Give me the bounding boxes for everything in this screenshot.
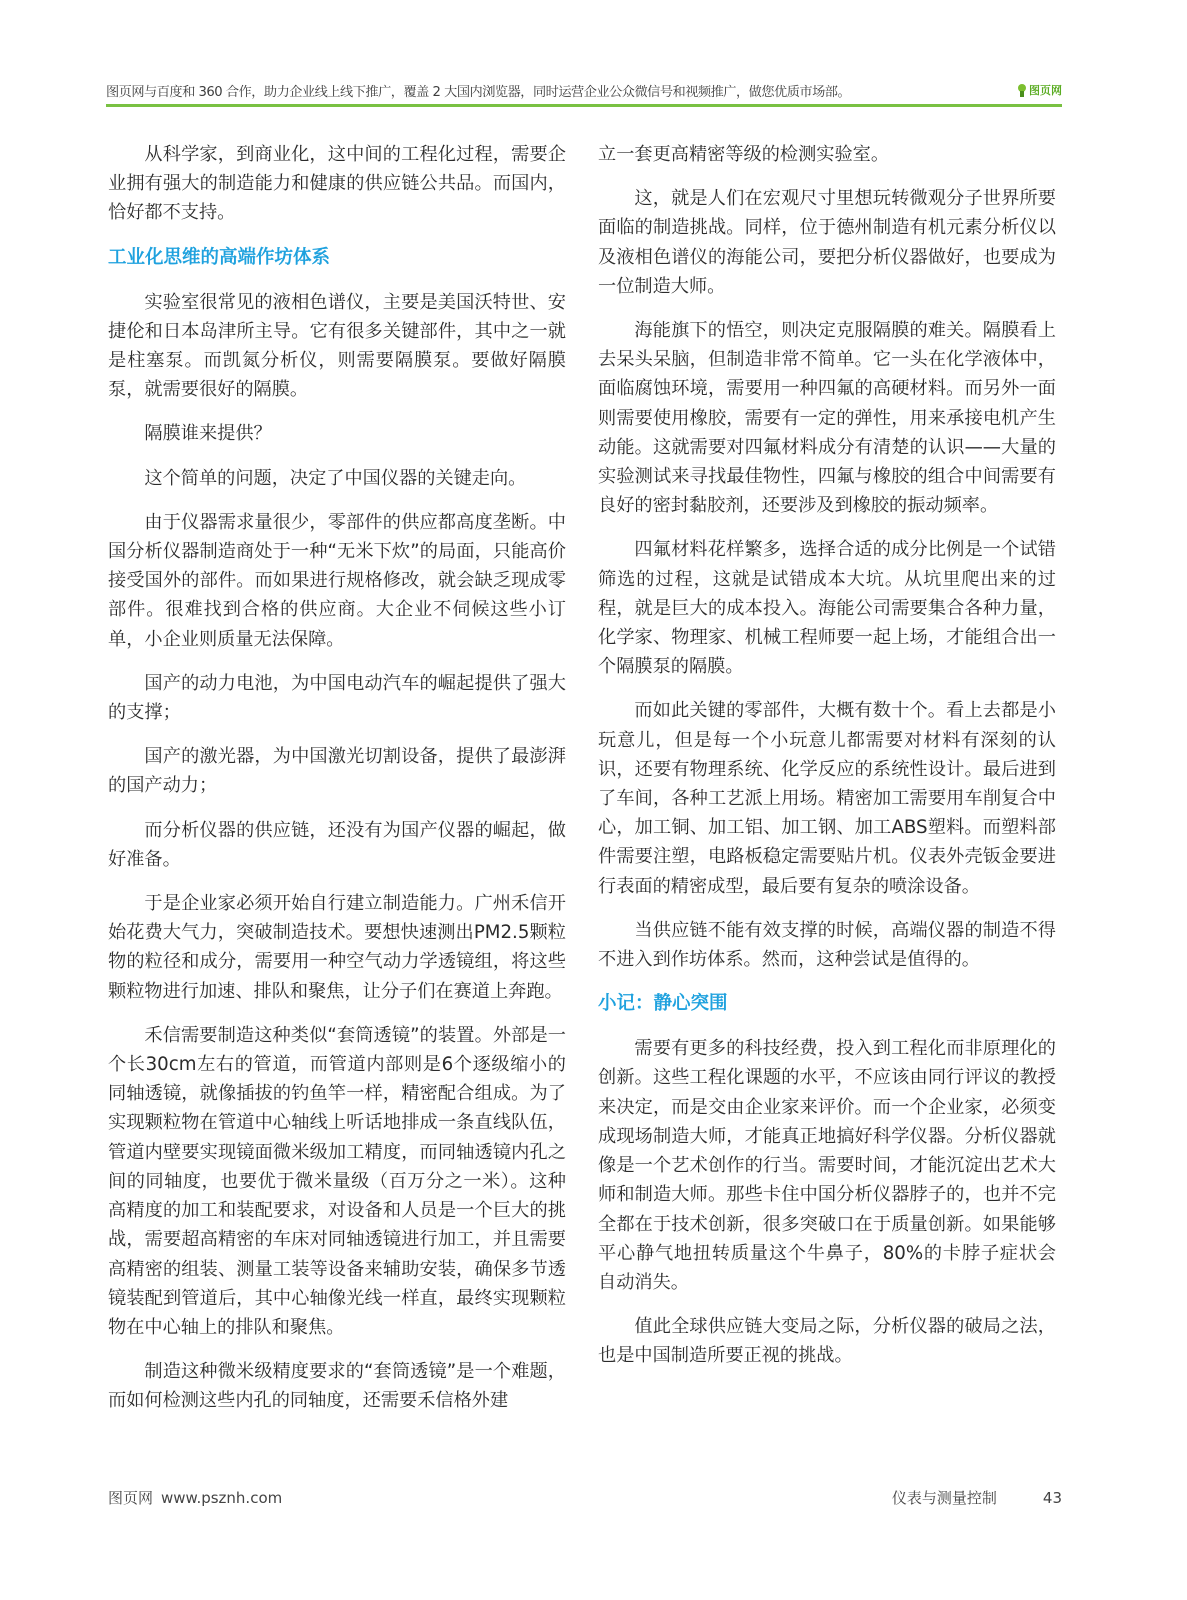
- paragraph-continued: 立一套更高精密等级的检测实验室。: [598, 144, 890, 165]
- logo-icon: [1017, 83, 1027, 97]
- paragraph: 隔膜谁来提供？: [144, 423, 272, 445]
- footer-section: [892, 1487, 1062, 1508]
- paragraph: 值此全球供应链大变局之际，分析仪器的破局之法，也是中国制造所要正视的挑战。: [598, 1316, 1056, 1367]
- page-number: 43: [1042, 1489, 1062, 1507]
- paragraph: 于是企业家必须开始自行建立制造能力。广州禾信开始花费大气力，突破制造技术。要想快速测出PM2.5颗粒物的粒径和成分，需要用一种空气动力学透镜组，将这些颗粒物进行加速、排队和聚焦，让分子们在赛道上奔跑。: [108, 893, 566, 1002]
- paragraph: 而分析仪器的供应链，还没有为国产仪器的崛起，做好准备。: [108, 819, 566, 870]
- paragraph: 国产的激光器，为中国激光切割设备，提供了最澎湃的国产动力；: [108, 746, 566, 797]
- paragraph: 由于仪器需求量很少，零部件的供应都高度垄断。中国分析仪器制造商处于一种“无米下炊”的局面，只能高价接受国外的部件。而如果进行规格修改，就会缺乏现成零部件。很难找到合格的供应商。大企业不伺候这些小订单，小企业则质量无法保障。: [108, 511, 566, 650]
- header-banner-text: 图页网与百度和 360 合作，助力企业线上线下推广，覆盖 2 大国内浏览器，同时运营企业公众微信号和视频推广，做您优质市场部。: [106, 84, 851, 100]
- paragraph: 而如此关键的零部件，大概有数十个。看上去都是小玩意儿，但是每一个小玩意儿都需要对材料有深刻的认识，还要有物理系统、化学反应的系统性设计。最后进到了车间，各种工艺派上用场。精密加工需要用车削复合中心，加工铜、加工铝、加工钢、加工ABS塑料。而塑料部件需要注塑，电路板稳定需要贴片机。仪表外壳钣金要进行表面的精密成型，最后要有复杂的喷涂设备。: [598, 700, 1056, 897]
- footer-section-name: 仪表与测量控制: [891, 1489, 997, 1507]
- article-column-right: [598, 140, 1056, 1386]
- section-heading: 工业化思维的高端作坊体系: [108, 246, 331, 268]
- footer-site-name: 图页网: [108, 1489, 154, 1507]
- page-footer: [108, 1487, 1062, 1509]
- paragraph: 四氟材料花样繁多，选择合适的成分比例是一个试错筛选的过程，这就是试错成本大坑。从坑里爬出来的过程，就是巨大的成本投入。海能公司需要集合各种力量，化学家、物理家、机械工程师要一起上场，才能组合出一个隔膜泵的隔膜。: [598, 539, 1056, 678]
- footer-site: [108, 1487, 282, 1508]
- header-logo: [1017, 82, 1062, 98]
- page-header: [106, 80, 1062, 100]
- section-heading: 小记：静心突围: [598, 993, 728, 1015]
- paragraph: 这个简单的问题，决定了中国仪器的关键走向。: [144, 467, 527, 489]
- paragraph: 从科学家，到商业化，这中间的工程化过程，需要企业拥有强大的制造能力和健康的供应链公共品。而国内，恰好都不支持。: [108, 144, 566, 224]
- footer-site-url[interactable]: www.psznh.com: [161, 1489, 283, 1507]
- paragraph: 国产的动力电池，为中国电动汽车的崛起提供了强大的支撑；: [108, 672, 566, 724]
- paragraph: 当供应链不能有效支撑的时候，高端仪器的制造不得不进入到作坊体系。然而，这种尝试是值得的。: [598, 919, 1056, 971]
- header-divider: [106, 104, 1062, 107]
- paragraph: 海能旗下的悟空，则决定克服隔膜的难关。隔膜看上去呆头呆脑，但制造非常不简单。它一头在化学液体中，面临腐蚀环境，需要用一种四氟的高硬材料。而另外一面则需要使用橡胶，需要有一定的弹性，用来承接电机产生动能。这就需要对四氟材料成分有清楚的认识——大量的实验测试来寻找最佳物性，四氟与橡胶的组合中间需要有良好的密封黏胶剂，还要涉及到橡胶的振动频率。: [598, 320, 1056, 517]
- paragraph: 禾信需要制造这种类似“套筒透镜”的装置。外部是一个长30cm左右的管道，而管道内部则是6个逐级缩小的同轴透镜，就像插拔的钓鱼竿一样，精密配合组成。为了实现颗粒物在管道中心轴线上听话地排成一条直线队伍，管道内壁要实现镜面微米级加工精度，而同轴透镜内孔之间的同轴度，也要优于微米量级（百万分之一米）。这种高精度的加工和装配要求，对设备和人员是一个巨大的挑战，需要超高精密的车床对同轴透镜进行加工，并且需要高精密的组装、测量工装等设备来辅助安装，确保多节透镜装配到管道后，其中心轴像光线一样直，最终实现颗粒物在中心轴上的排队和聚焦。: [108, 1024, 566, 1338]
- article-column-left: [108, 140, 566, 1431]
- paragraph: 制造这种微米级精度要求的“套筒透镜”是一个难题，而如何检测这些内孔的同轴度，还需要禾信格外建: [108, 1361, 566, 1412]
- logo-text: 图页网: [1029, 84, 1062, 97]
- paragraph: 实验室很常见的液相色谱仪，主要是美国沃特世、安捷伦和日本岛津所主导。它有很多关键部件，其中之一就是柱塞泵。而凯氮分析仪，则需要隔膜泵。要做好隔膜泵，就需要很好的隔膜。: [108, 291, 566, 401]
- paragraph: 需要有更多的科技经费，投入到工程化而非原理化的创新。这些工程化课题的水平，不应该由同行评议的教授来决定，而是交由企业家来评价。而一个企业家，必须变成现场制造大师，才能真正地搞好科学仪器。分析仪器就像是一个艺术创作的行当。需要时间，才能沉淀出艺术大师和制造大师。那些卡住中国分析仪器脖子的，也并不完全都在于技术创新，很多突破口在于质量创新。如果能够平心静气地扭转质量这个牛鼻子，80%的卡脖子症状会自动消失。: [598, 1038, 1056, 1293]
- paragraph: 这，就是人们在宏观尺寸里想玩转微观分子世界所要面临的制造挑战。同样，位于德州制造有机元素分析仪以及液相色谱仪的海能公司，要把分析仪器做好，也要成为一位制造大师。: [598, 188, 1056, 297]
